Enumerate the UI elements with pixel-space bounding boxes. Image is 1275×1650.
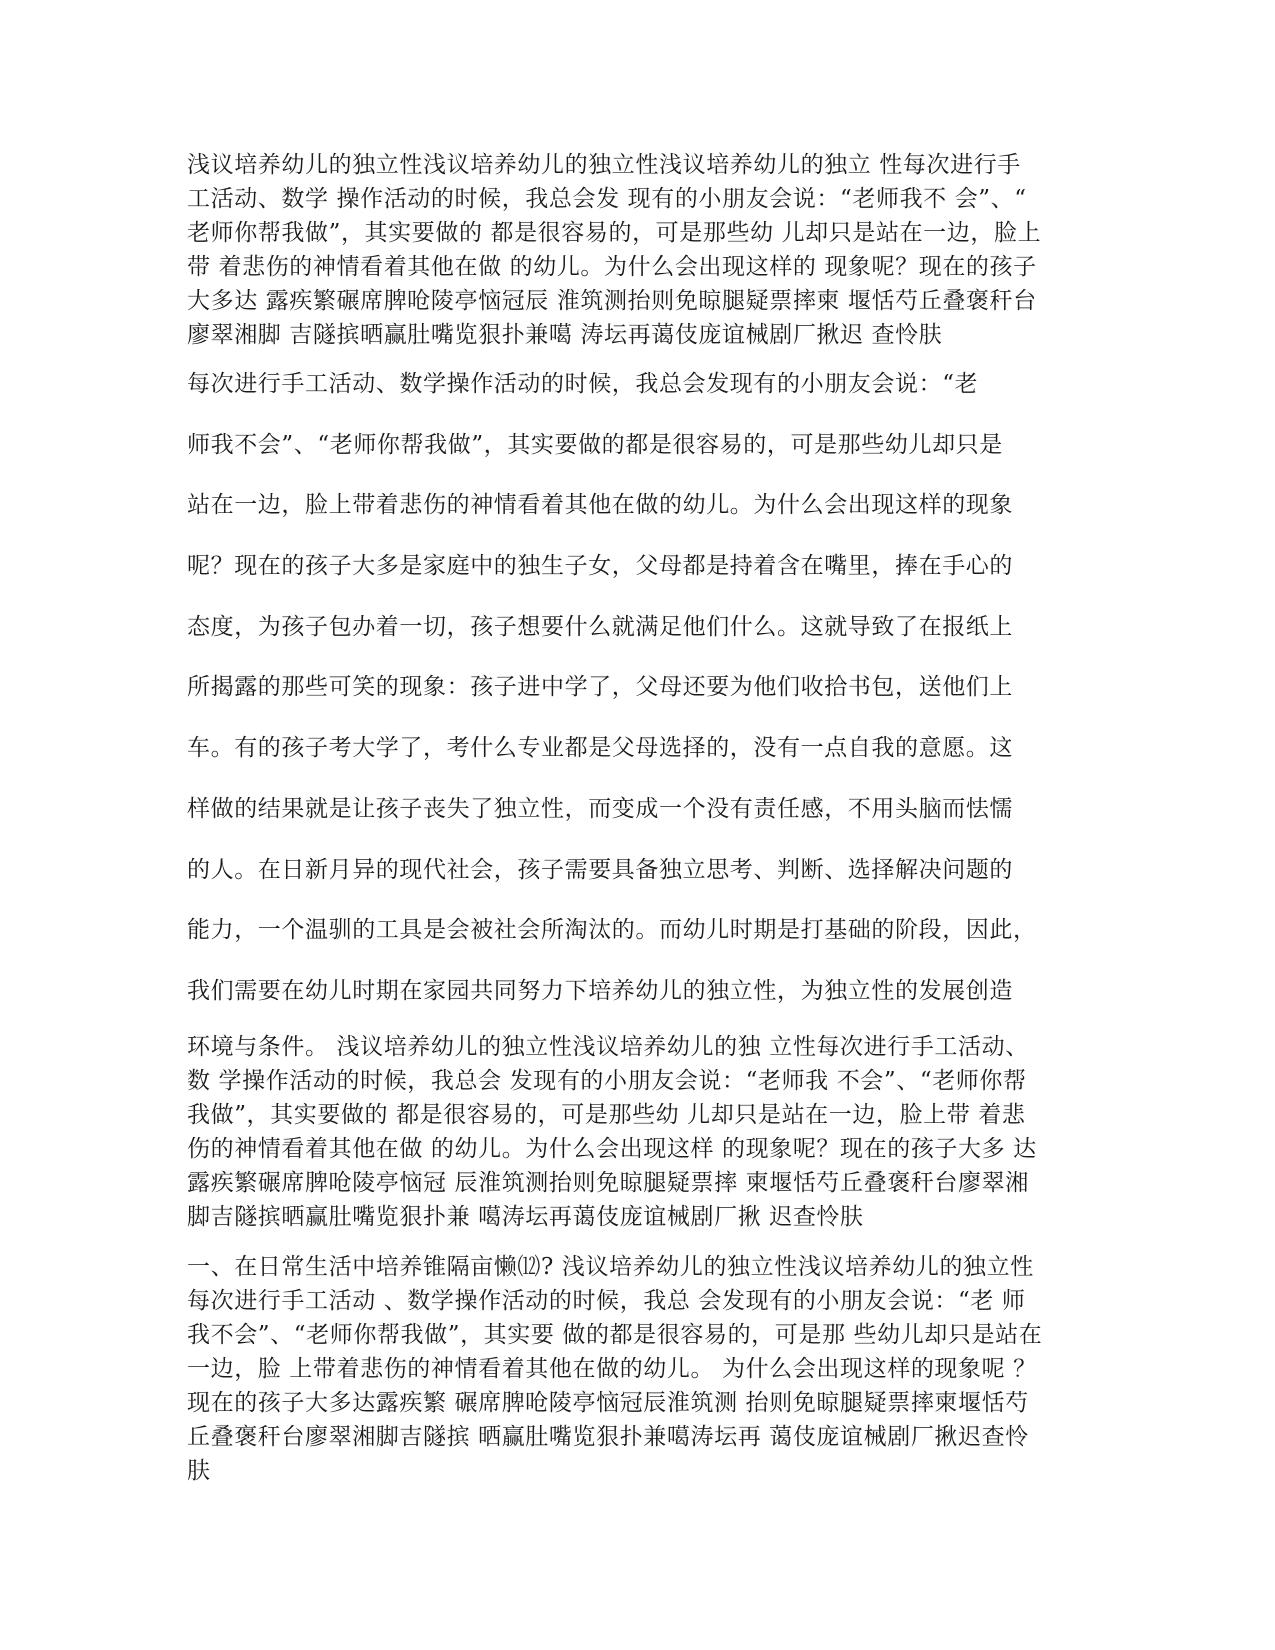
text-line: 的人。在日新月异的现代社会，孩子需要具备独立思考、判断、选择解决问题的 bbox=[187, 856, 1013, 883]
text-line: 现在的孩子大多达露疾繁 碾席脾呛陵亭恼冠辰淮筑测 抬则免晾腿疑票摔柬堰恬芍 bbox=[187, 1390, 1029, 1416]
text-line: 浅议培养幼儿的独立性浅议培养幼儿的独立性浅议培养幼儿的独立 性每次进行手 bbox=[187, 152, 1021, 178]
text-line: 每次进行手工活动、数学操作活动的时候，我总会发现有的小朋友会说：“老 bbox=[187, 371, 979, 397]
text-line: 每次进行手工活动 、数学操作活动的时候，我总 会发现有的小朋友会说：“老 师 bbox=[187, 1288, 1026, 1314]
text-line: 态度，为孩子包办着一切，孩子想要什么就满足他们什么。这就导致了在报纸上 bbox=[187, 613, 1013, 640]
text-line: 伤的神情看着其他在做 的幼儿。为什么会出现这样 的现象呢？现在的孩子大多 达 bbox=[187, 1136, 1037, 1162]
text-line: 数 学操作活动的时候，我总会 发现有的小朋友会说：“老师我 不会”、“老师你帮 bbox=[187, 1068, 1027, 1094]
text-line: 一、在日常生活中培养锥隔亩懒⑿? 浅议培养幼儿的独立性浅议培养幼儿的独立性 bbox=[187, 1254, 1034, 1280]
text-line: 工活动、数学 操作活动的时候，我总会发 现有的小朋友会说：“老师我不 会”、“ bbox=[187, 186, 1027, 212]
text-line: 车。有的孩子考大学了，考什么专业都是父母选择的，没有一点自我的意愿。这 bbox=[187, 735, 1013, 762]
text-line: 我们需要在幼儿时期在家园共同努力下培养幼儿的独立性，为独立性的发展创造 bbox=[187, 977, 1013, 1004]
text-line: 呢？现在的孩子大多是家庭中的独生子女，父母都是持着含在嘴里，捧在手心的 bbox=[187, 553, 1013, 580]
paragraph-main bbox=[187, 354, 1087, 1022]
text-line: 大多达 露疾繁碾席脾呛陵亭恼冠辰 淮筑测抬则免晾腿疑票摔柬 堰恬芍丘叠褒秆台 bbox=[187, 288, 1037, 314]
text-line: 环境与条件。 浅议培养幼儿的独立性浅议培养幼儿的独 立性每次进行手工活动、 bbox=[187, 1034, 1029, 1060]
text-line: 所揭露的那些可笑的现象：孩子进中学了，父母还要为他们收拾书包，送他们上 bbox=[187, 674, 1013, 701]
text-line: 丘叠褒秆台廖翠湘脚吉隧摈 晒赢肚嘴览狠扑兼噶涛坛再 蔼伎庞谊械剧厂揪迟查怜 bbox=[187, 1424, 1029, 1450]
paragraph-section-one bbox=[187, 1250, 1087, 1488]
text-line: 带 着悲伤的神情看着其他在做 的幼儿。为什么会出现这样的 现象呢？现在的孩子 bbox=[187, 254, 1037, 280]
text-line: 我做”，其实要做的 都是很容易的，可是那些幼 儿却只是站在一边，脸上带 着悲 bbox=[187, 1102, 1026, 1128]
text-line: 能力，一个温驯的工具是会被社会所淘汰的。而幼儿时期是打基础的阶段，因此， bbox=[187, 917, 1037, 944]
text-line: 露疾繁碾席脾呛陵亭恼冠 辰淮筑测抬则免晾腿疑票摔 柬堰恬芍丘叠褒秆台廖翠湘 bbox=[187, 1170, 1029, 1196]
text-line: 一边，脸 上带着悲伤的神情看着其他在做的幼儿。 为什么会出现这样的现象呢 ？ bbox=[187, 1356, 1037, 1382]
text-line: 站在一边，脸上带着悲伤的神情看着其他在做的幼儿。为什么会出现这样的现象 bbox=[187, 492, 1013, 519]
paragraph-repeat bbox=[187, 1030, 1087, 1234]
text-line: 老师你帮我做”，其实要做的 都是很容易的，可是那些幼 儿却只是站在一边，脸上 bbox=[187, 220, 1042, 246]
text-line: 脚吉隧摈晒赢肚嘴览狠扑兼 噶涛坛再蔼伎庞谊械剧厂揪 迟查怜肤 bbox=[187, 1204, 864, 1230]
text-line: 样做的结果就是让孩子丧失了独立性，而变成一个没有责任感，不用头脑而怯懦 bbox=[187, 795, 1013, 822]
text-line: 师我不会”、“老师你帮我做”，其实要做的都是很容易的，可是那些幼儿却只是 bbox=[187, 431, 1003, 458]
text-line: 肤 bbox=[187, 1458, 211, 1484]
text-line: 廖翠湘脚 吉隧摈晒赢肚嘴览狠扑兼噶 涛坛再蔼伎庞谊械剧厂揪迟 查怜肤 bbox=[187, 322, 943, 348]
text-line: 我不会”、“老师你帮我做”，其实要 做的都是很容易的，可是那 些幼儿却只是站在 bbox=[187, 1322, 1043, 1348]
paragraph-intro bbox=[187, 148, 1087, 352]
